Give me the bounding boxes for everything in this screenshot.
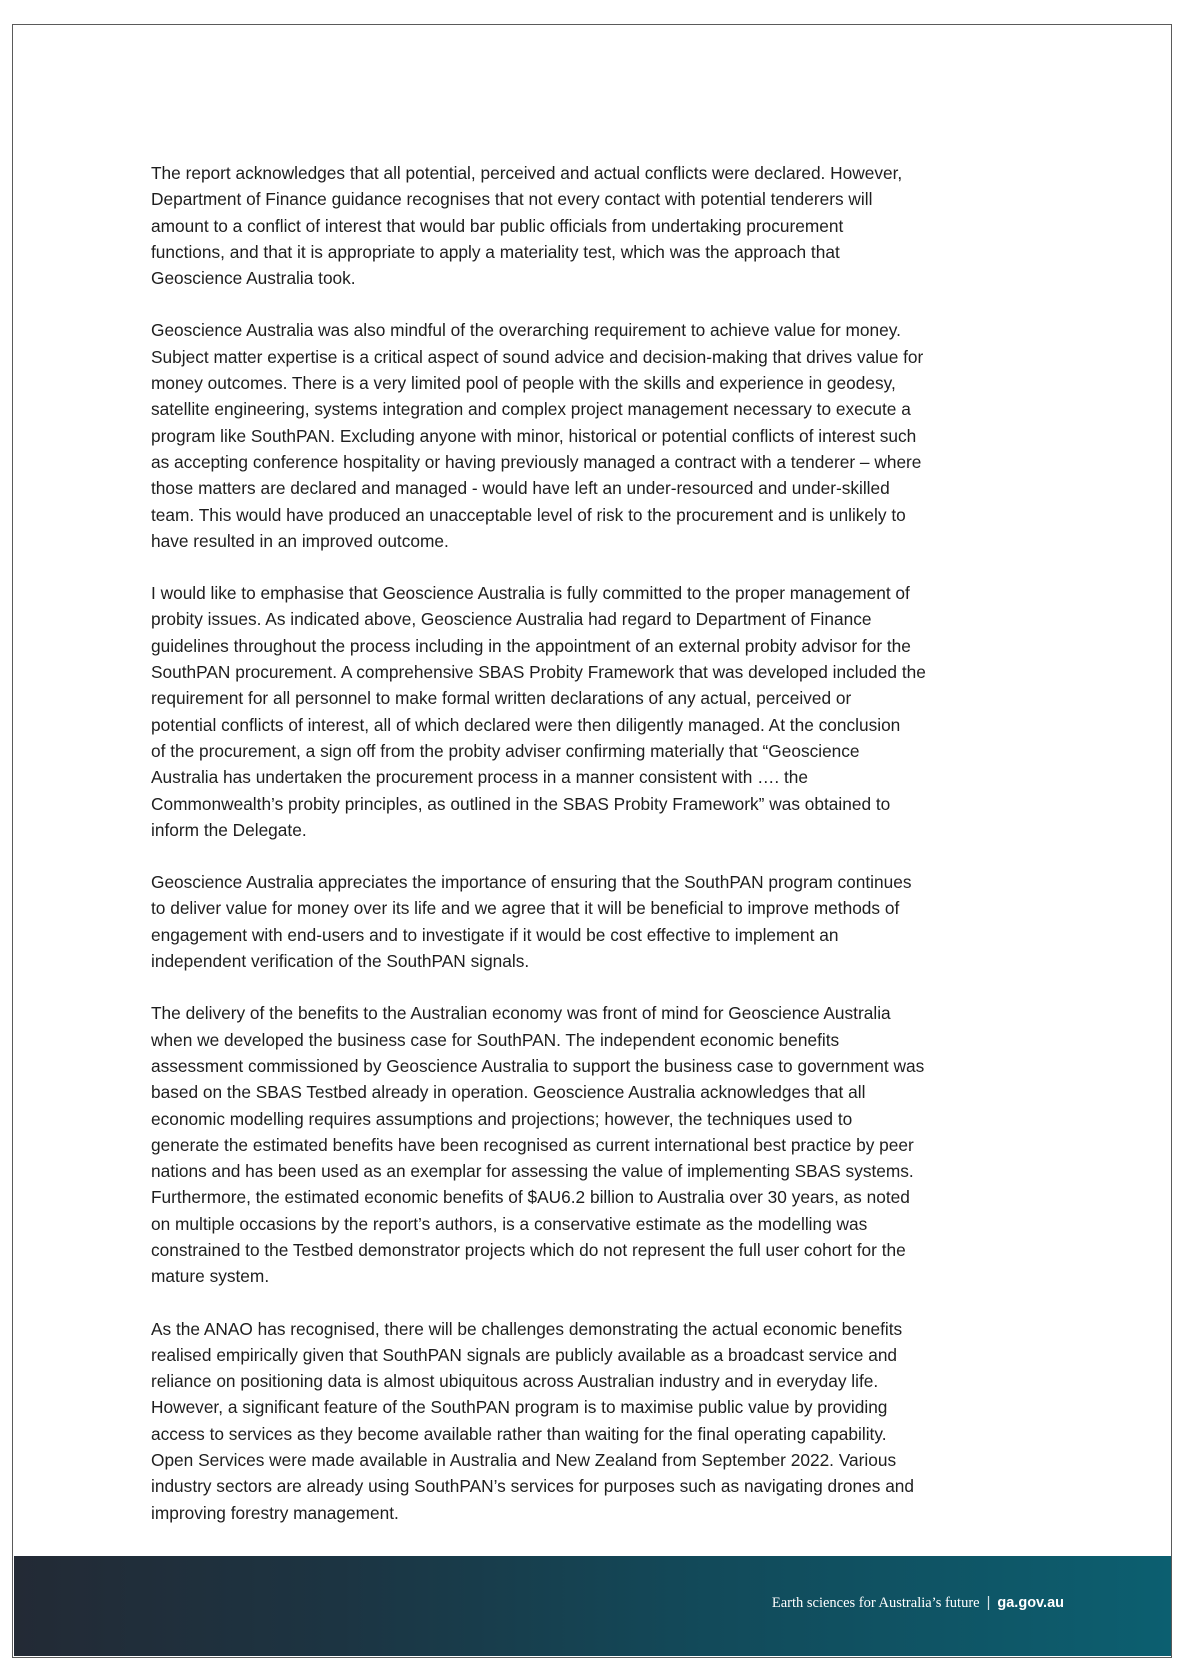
paragraph-probity-commitment: I would like to emphasise that Geoscience Australia is fully committed to the proper management of probity issues. As indicated above, Geoscience Australia had regard to Department of Finance guidelines throughout the process including in the appointment of an external probity advisor for the SouthPAN procurement. A comprehensive SBAS Probity Framework that was developed included the requirement for all personnel to make formal written declarations of any actual, perceived or potential conflicts of interest, all of which declared were then diligently managed. At the conclusion of the procurement, a sign off from the probity adviser confirming materially that “Geoscience Australia has undertaken the procurement process in a manner consistent with …. the Commonwealth’s probity principles, as outlined in the SBAS Probity Framework” was obtained to inform the Delegate.: [151, 583, 926, 840]
paragraph-value-for-money: Geoscience Australia was also mindful of the overarching requirement to achieve value for money. Subject matter expertise is a critical aspect of sound advice and decision-making that drives value for money outcomes. There is a very limited pool of people with the skills and experience in geodesy, satellite engineering, systems integration and complex project management necessary to execute a program like SouthPAN. Excluding anyone with minor, historical or potential conflicts of interest such as accepting conference hospitality or having previously managed a contract with a tenderer – where those matters are declared and managed - would have left an under-resourced and under-skilled team. This would have produced an unacceptable level of risk to the procurement and is unlikely to have resulted in an improved outcome.: [151, 320, 924, 551]
paragraph-program-value: Geoscience Australia appreciates the importance of ensuring that the SouthPAN program continues to deliver value for money over its life and we agree that it will be beneficial to improve methods of engagement with end-users and to investigate if it would be cost effective to implement an independent verification of the SouthPAN signals.: [151, 872, 912, 972]
footer-tagline-text: Earth sciences for Australia’s future: [771, 1595, 980, 1611]
footer-tagline: [772, 1595, 1064, 1612]
letter-body: [151, 160, 1046, 1552]
footer-separator: |: [986, 1595, 991, 1611]
paragraph-economic-benefits: The delivery of the benefits to the Australian economy was front of mind for Geoscience Australia when we developed the business case for SouthPAN. The independent economic benefits assessment commissioned by Geoscience Australia to support the business case to government was based on the SBAS Testbed already in operation. Geoscience Australia acknowledges that all economic modelling requires assumptions and projections; however, the techniques used to generate the estimated benefits have been recognised as current international best practice by peer nations and has been used as an exemplar for assessing the value of implementing SBAS systems. Furthermore, the estimated economic benefits of $AU6.2 billion to Australia over 30 years, as noted on multiple occasions by the report’s authors, is a conservative estimate as the modelling was constrained to the Testbed demonstrator projects which do not represent the full user cohort for the mature system.: [151, 1003, 925, 1287]
footer-url-link[interactable]: ga.gov.au: [997, 1595, 1064, 1611]
paragraph-conflicts-declared: The report acknowledges that all potential, perceived and actual conflicts were declared. However, Department of Finance guidance recognises that not every contact with potential tenderers will amount to a conflict of interest that would bar public officials from undertaking procurement functions, and that it is appropriate to apply a materiality test, which was the approach that Geoscience Australia took.: [151, 163, 903, 289]
paragraph-anao-challenges: As the ANAO has recognised, there will be challenges demonstrating the actual economic benefits realised empirically given that SouthPAN signals are publicly available as a broadcast service and reliance on positioning data is almost ubiquitous across Australian industry and in everyday life. However, a significant feature of the SouthPAN program is to maximise public value by providing access to services as they become available rather than waiting for the final operating capability. Open Services were made available in Australia and New Zealand from September 2022. Various industry sectors are already using SouthPAN’s services for purposes such as navigating drones and improving forestry management.: [151, 1318, 915, 1523]
